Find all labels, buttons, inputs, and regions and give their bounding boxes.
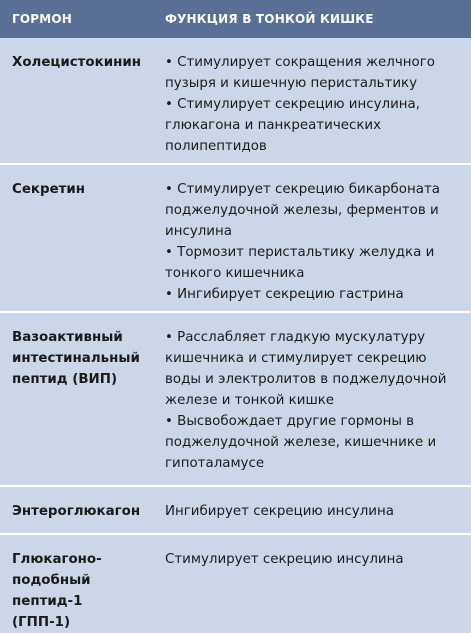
table-row <box>0 164 471 312</box>
table-row <box>0 312 471 486</box>
function-item: • Стимулирует секрецию инсулина, глюкагона и панкреатических полипептидов <box>165 97 421 154</box>
hormone-cell: Глюкагоно-подобный пептид-1 (ГПП-1) <box>12 552 102 630</box>
function-item: • Стимулирует сокращения желчного пузыря и кишечную перистальтику <box>165 55 435 91</box>
table-row <box>0 38 471 164</box>
function-item: Стимулирует секрецию инсулина <box>165 552 404 567</box>
table-row <box>0 486 471 534</box>
function-item: • Расслабляет гладкую мускулатуру кишечника и стимулирует секрецию воды и электролитов в поджелудочной железе и тонкой кишке <box>165 330 447 408</box>
function-item: • Тормозит перистальтику желудка и тонкого кишечника <box>165 245 435 281</box>
table-row <box>0 534 471 633</box>
table-header-row <box>0 0 471 38</box>
column-header-function: ФУНКЦИЯ В ТОНКОЙ КИШКЕ <box>151 0 471 38</box>
function-item: • Высвобождает другие гормоны в поджелудочной железе, кишечнике и гипоталамусе <box>165 414 437 471</box>
hormone-cell: Секретин <box>0 164 151 312</box>
function-cell <box>151 312 471 486</box>
function-item: • Стимулирует секрецию бикарбоната поджелудочной железы, ферментов и инсулина <box>165 182 440 239</box>
column-header-hormone: ГОРМОН <box>0 0 151 38</box>
function-cell <box>151 486 471 534</box>
function-cell <box>151 534 471 633</box>
function-cell <box>151 38 471 164</box>
hormone-cell: Энтероглюкагон <box>0 486 151 534</box>
hormone-cell: Холецистокинин <box>0 38 151 164</box>
function-item: Ингибирует секрецию инсулина <box>165 504 394 519</box>
function-item: • Ингибирует секрецию гастрина <box>165 287 404 302</box>
function-cell <box>151 164 471 312</box>
hormone-cell: Вазоактивный интестинальный пептид (ВИП) <box>0 312 151 486</box>
